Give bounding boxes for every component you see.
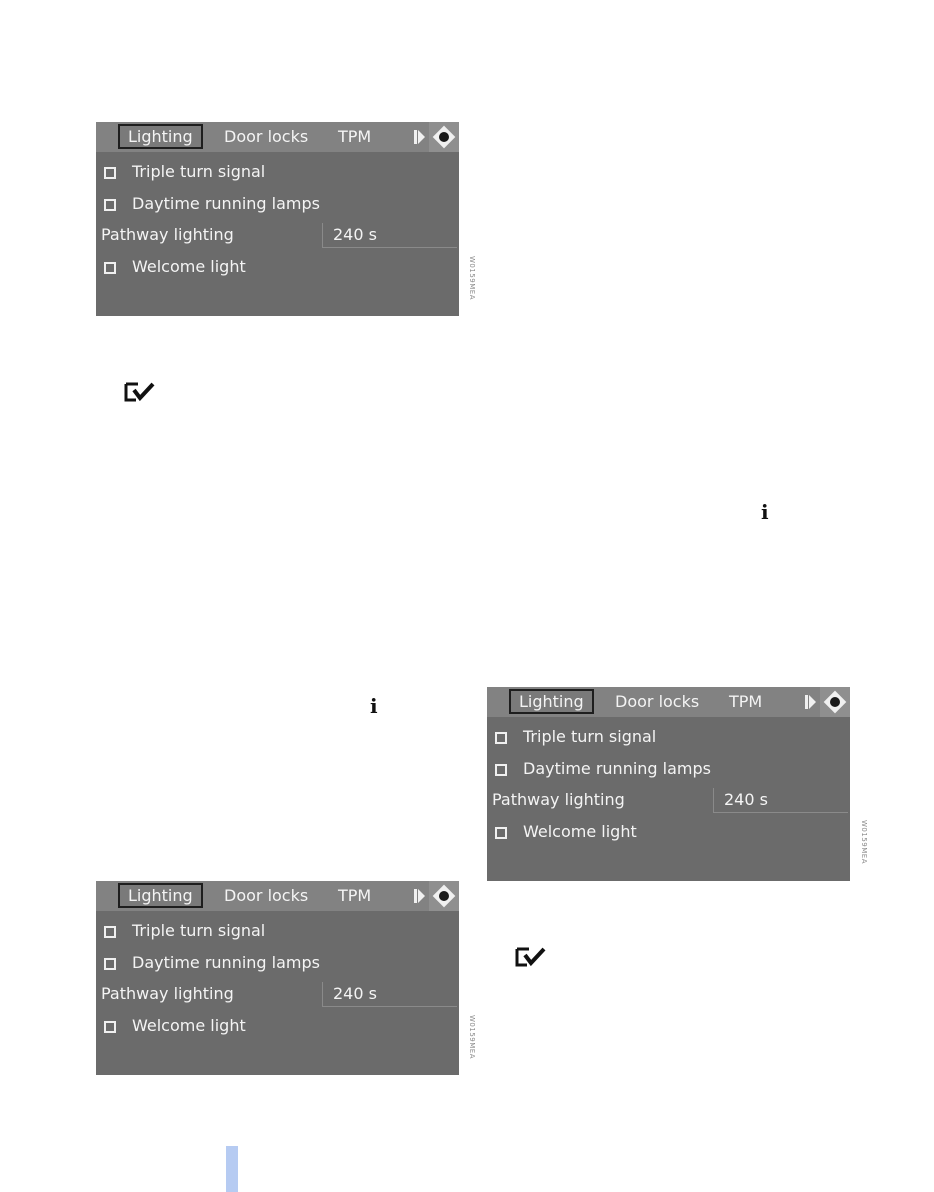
settings-screen-2: [487, 687, 850, 881]
tab-lighting[interactable]: Lighting: [118, 124, 203, 149]
row-label: Welcome light: [132, 1016, 246, 1035]
tab-tpm[interactable]: TPM: [338, 886, 372, 905]
pathway-lighting-value-field[interactable]: [322, 982, 457, 1007]
next-page-icon-bar: [805, 695, 808, 709]
pathway-lighting-value-field[interactable]: [713, 788, 848, 813]
row-label: Pathway lighting: [101, 225, 234, 244]
checkbox-daytime-running-lamps[interactable]: [495, 764, 507, 776]
row-pathway-lighting[interactable]: [96, 221, 459, 249]
info-icon: i: [761, 500, 769, 524]
row-welcome-light[interactable]: [487, 818, 850, 846]
tab-bar: [96, 881, 459, 911]
row-welcome-light[interactable]: [96, 253, 459, 281]
settings-screen-3: [96, 881, 459, 1075]
row-daytime-running-lamps[interactable]: [96, 949, 459, 977]
row-label: Triple turn signal: [132, 921, 266, 940]
row-label: Pathway lighting: [492, 790, 625, 809]
checkbox-triple-turn-signal[interactable]: [495, 732, 507, 744]
row-label: Pathway lighting: [101, 984, 234, 1003]
row-pathway-lighting[interactable]: [96, 980, 459, 1008]
figure-code: W0159MEA: [860, 820, 868, 864]
pathway-lighting-value: 240 s: [333, 225, 377, 244]
checkbox-triple-turn-signal[interactable]: [104, 167, 116, 179]
controller-icon: [429, 881, 459, 911]
tab-bar: [487, 687, 850, 717]
next-page-icon[interactable]: [418, 889, 425, 903]
row-label: Daytime running lamps: [132, 953, 320, 972]
tab-tpm[interactable]: TPM: [338, 127, 372, 146]
page-tab-marker: [226, 1146, 238, 1192]
row-daytime-running-lamps[interactable]: [96, 190, 459, 218]
row-label: Triple turn signal: [523, 727, 657, 746]
row-triple-turn-signal[interactable]: [96, 917, 459, 945]
checkbox-welcome-light[interactable]: [495, 827, 507, 839]
row-pathway-lighting[interactable]: [487, 786, 850, 814]
checkbox-daytime-running-lamps[interactable]: [104, 958, 116, 970]
next-page-icon-bar: [414, 889, 417, 903]
next-page-icon[interactable]: [809, 695, 816, 709]
row-triple-turn-signal[interactable]: [487, 723, 850, 751]
settings-screen-1: [96, 122, 459, 316]
row-label: Daytime running lamps: [132, 194, 320, 213]
checkbox-welcome-light[interactable]: [104, 262, 116, 274]
checkbox-daytime-running-lamps[interactable]: [104, 199, 116, 211]
tab-lighting[interactable]: Lighting: [509, 689, 594, 714]
tab-bar: [96, 122, 459, 152]
checkmark-box-icon: [124, 382, 156, 402]
checkbox-triple-turn-signal[interactable]: [104, 926, 116, 938]
row-label: Triple turn signal: [132, 162, 266, 181]
tab-door-locks[interactable]: Door locks: [615, 692, 700, 711]
figure-code: W0159MEA: [468, 1015, 476, 1059]
info-icon: i: [370, 694, 378, 718]
next-page-icon[interactable]: [418, 130, 425, 144]
controller-icon: [429, 122, 459, 152]
row-label: Welcome light: [132, 257, 246, 276]
controller-icon: [820, 687, 850, 717]
row-daytime-running-lamps[interactable]: [487, 755, 850, 783]
row-label: Daytime running lamps: [523, 759, 711, 778]
row-welcome-light[interactable]: [96, 1012, 459, 1040]
tab-lighting[interactable]: Lighting: [118, 883, 203, 908]
tab-door-locks[interactable]: Door locks: [224, 886, 309, 905]
checkmark-box-icon: [515, 947, 547, 967]
figure-code: W0159MEA: [468, 256, 476, 300]
next-page-icon-bar: [414, 130, 417, 144]
pathway-lighting-value-field[interactable]: [322, 223, 457, 248]
row-triple-turn-signal[interactable]: [96, 158, 459, 186]
row-label: Welcome light: [523, 822, 637, 841]
tab-tpm[interactable]: TPM: [729, 692, 763, 711]
pathway-lighting-value: 240 s: [333, 984, 377, 1003]
pathway-lighting-value: 240 s: [724, 790, 768, 809]
tab-door-locks[interactable]: Door locks: [224, 127, 309, 146]
checkbox-welcome-light[interactable]: [104, 1021, 116, 1033]
